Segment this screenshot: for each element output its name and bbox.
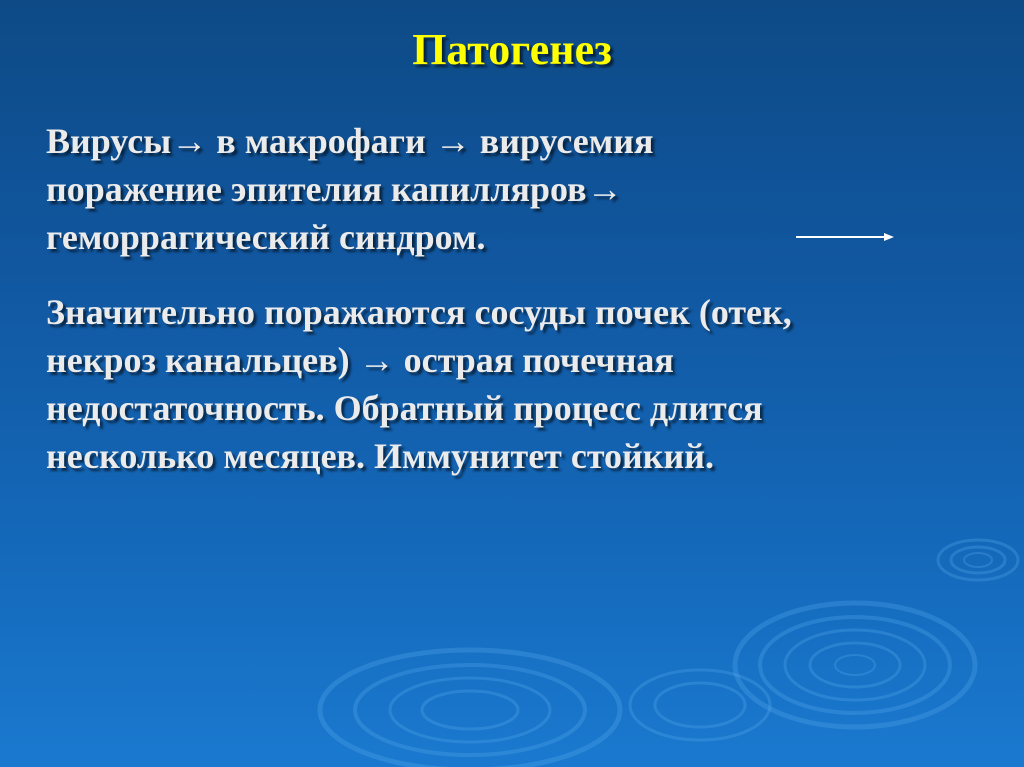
paragraph-kidney-line-1: Значительно поражаются сосуды почек (отек, — [46, 292, 792, 332]
paragraph-pathway-line-1: Вирусы→ в макрофаги → вирусемия — [46, 121, 654, 161]
paragraph-kidney-line-3: недостаточность. Обратный процесс длится — [46, 388, 763, 428]
paragraph-kidney-line-2: некроз канальцев) → острая почечная — [46, 340, 674, 380]
paragraph-kidney — [46, 288, 906, 480]
paragraph-pathway-line-3: геморрагический синдром. — [46, 217, 486, 257]
paragraph-kidney-line-4: несколько месяцев. Иммунитет стойкий. — [46, 436, 715, 476]
slide-title: Патогенез — [412, 25, 612, 74]
paragraph-pathway-line-2: поражение эпителия капилляров→ — [46, 169, 623, 209]
